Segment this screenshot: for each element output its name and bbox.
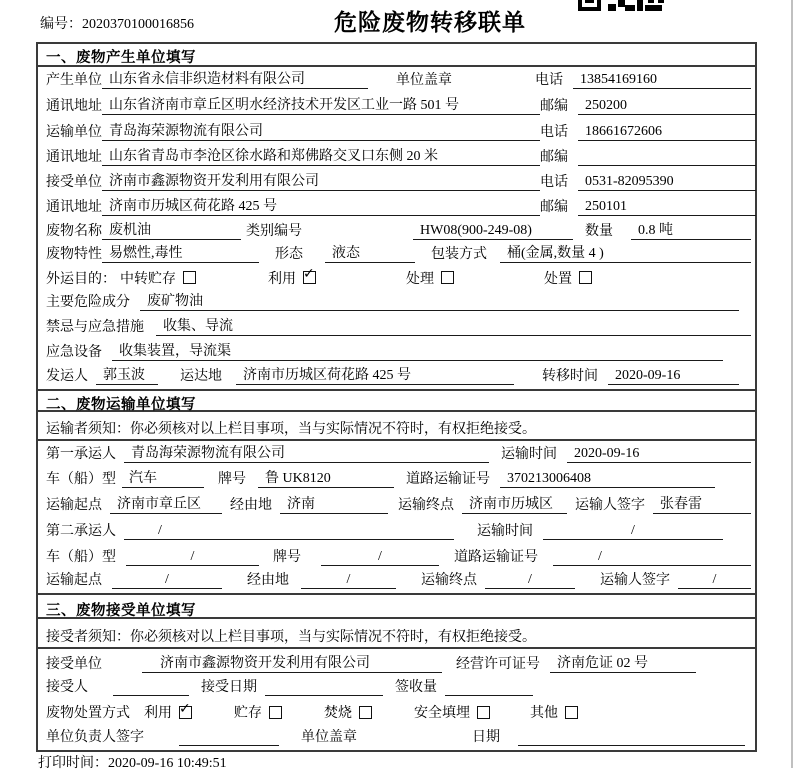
receiver-phone-label: 电话 (540, 175, 568, 190)
waste-form-label: 形态 (275, 247, 303, 262)
dispatcher-label: 发运人 (46, 369, 88, 384)
checkbox-icon (579, 271, 592, 284)
checkbox-label: 其他 (530, 706, 558, 721)
vehicle-type-label: 车（船）型 (46, 472, 116, 487)
route2-via-label: 经由地 (247, 573, 289, 588)
checkbox-label: 贮存 (234, 706, 262, 721)
purpose-option-utilize (268, 268, 316, 288)
producer-address-field: 山东省济南市章丘区明水经济技术开发区工业一路 501 号 (102, 94, 540, 115)
row-hazard-components (38, 290, 755, 315)
waste-qty-field: 0.8 吨 (631, 219, 751, 240)
row-receiver-address (38, 195, 755, 220)
row-transfer-purpose (38, 267, 755, 290)
producer-company-field: 山东省永信非织造材料有限公司 (102, 68, 368, 89)
row-dispatch (38, 365, 755, 389)
document-title: 危险废物转移联单 (334, 10, 526, 35)
checkbox-icon (183, 271, 196, 284)
section3-header: 三、废物接受单位填写 (38, 593, 755, 619)
row-route-1 (38, 492, 755, 518)
disposal-option-landfill (414, 702, 490, 722)
unit-stamp-label: 单位盖章 (396, 73, 452, 88)
waste-props-field: 易燃性,毒性 (102, 242, 259, 263)
route2-via-field: / (301, 572, 396, 589)
section2-notice: 运输者须知：你必须核对以上栏目事项，当与实际情况不符时，有权拒绝接受。 (38, 412, 755, 441)
received-qty-field (445, 680, 533, 696)
purpose-option-transfer-storage (120, 268, 196, 288)
transfer-time-label: 转移时间 (542, 369, 598, 384)
waste-form-field: 液态 (325, 242, 415, 263)
checkbox-icon (303, 271, 316, 284)
vehicle-type2-field: / (126, 549, 259, 566)
acceptor-field (113, 680, 189, 696)
transporter-phone-field: 18661672606 (578, 124, 756, 141)
date-field (518, 730, 745, 746)
section2-header: 二、废物运输单位填写 (38, 389, 755, 412)
packing-field: 桶(金属,数量 4 ) (500, 242, 751, 263)
carrier2-sign-label: 运输人签字 (600, 573, 670, 588)
receiver-phone-field: 0531-82095390 (578, 174, 756, 191)
second-carrier-field: / (124, 523, 454, 540)
serial-value: 2020370100016856 (82, 17, 194, 32)
vehicle-type2-label: 车（船）型 (46, 550, 116, 565)
disposal-option-other (530, 702, 578, 722)
route2-end-field: / (485, 572, 575, 589)
route-origin-field: 济南市章丘区 (110, 493, 222, 514)
serial-label: 编号： (40, 17, 82, 32)
section3-notice: 接受者须知：你必须核对以上栏目事项，当与实际情况不符时，有权拒绝接受。 (38, 619, 755, 649)
road-permit2-label: 道路运输证号 (454, 550, 538, 565)
print-time-value: 2020-09-16 10:49:51 (108, 756, 227, 771)
disposal-option-utilize (144, 702, 192, 722)
checkbox-icon (565, 706, 578, 719)
hazard-label: 主要危险成分 (46, 295, 130, 310)
checkbox-label: 处置 (544, 271, 572, 287)
checkbox-icon (441, 271, 454, 284)
waste-qty-label: 数量 (585, 224, 613, 239)
row-producer-address (38, 93, 755, 119)
waste-props-label: 废物特性 (46, 247, 102, 262)
row-transporter (38, 119, 755, 145)
route-end-field: 济南市历城区 (462, 493, 567, 514)
transport-time2-field: / (543, 523, 723, 540)
row-acceptor (38, 677, 755, 700)
road-permit2-field: / (553, 549, 751, 566)
row-emergency-equipment (38, 340, 755, 365)
transport-time-label: 运输时间 (501, 447, 557, 462)
row-producer (38, 67, 755, 93)
route2-origin-field: / (112, 572, 222, 589)
checkbox-icon (477, 706, 490, 719)
transporter-address-field: 山东省青岛市李沧区徐水路和郑佛路交叉口东侧 20 米 (102, 145, 540, 166)
print-time-label: 打印时间： (38, 756, 108, 771)
row-receiver (38, 170, 755, 195)
route-via-label: 经由地 (230, 498, 272, 513)
received-qty-label: 签收量 (395, 680, 437, 695)
checkbox-label: 处理 (406, 271, 434, 287)
page-right-edge (791, 0, 793, 768)
accept-date-label: 接受日期 (201, 680, 257, 695)
route2-end-label: 运输终点 (421, 573, 477, 588)
road-permit-label: 道路运输证号 (406, 472, 490, 487)
waste-name-label: 废物名称 (46, 224, 102, 239)
producer-phone-label: 电话 (535, 73, 563, 88)
receiver-label: 接受单位 (46, 175, 102, 190)
print-time-line (38, 752, 227, 772)
packing-label: 包装方式 (431, 247, 487, 262)
waste-name-field: 废机油 (102, 219, 241, 240)
transporter-zip-label: 邮编 (540, 150, 568, 165)
transporter-address-label: 通讯地址 (46, 150, 102, 165)
carrier-sign-label: 运输人签字 (575, 498, 645, 513)
checkbox-icon (269, 706, 282, 719)
license-field: 济南危证 02 号 (550, 652, 696, 673)
row-route-2 (38, 570, 755, 593)
emergency-field: 收集、导流 (156, 315, 751, 336)
destination-field: 济南市历城区荷花路 425 号 (236, 364, 514, 385)
row-vehicle-1 (38, 467, 755, 492)
checkbox-label: 中转贮存 (120, 271, 176, 287)
section1-header: 一、废物产生单位填写 (38, 44, 755, 67)
disposal-label: 废物处置方式 (46, 706, 130, 721)
transport-time2-label: 运输时间 (477, 524, 533, 539)
plate-label: 牌号 (218, 472, 246, 487)
checkbox-icon (179, 706, 192, 719)
checkbox-label: 焚烧 (324, 706, 352, 721)
acceptor-label: 接受人 (46, 680, 88, 695)
receiver-zip-label: 邮编 (540, 200, 568, 215)
row-vehicle-2 (38, 544, 755, 570)
carrier-sign-field: 张春雷 (653, 493, 751, 514)
plate-field: 鲁 UK8120 (258, 467, 394, 488)
checkbox-label: 利用 (268, 271, 296, 287)
emergency-label: 禁忌与应急措施 (46, 320, 144, 335)
plate2-label: 牌号 (273, 550, 301, 565)
license-label: 经营许可证号 (456, 657, 540, 672)
route-origin-label: 运输起点 (46, 498, 102, 513)
receiver-company-field: 济南市鑫源物资开发利用有限公司 (102, 170, 540, 191)
transfer-time-field: 2020-09-16 (608, 368, 739, 385)
row-waste-props (38, 244, 755, 267)
manifest-form (36, 42, 757, 752)
carrier2-sign-field: / (678, 572, 751, 589)
producer-label: 产生单位 (46, 73, 102, 88)
row-accept-unit (38, 649, 755, 677)
accept-date-field (265, 680, 383, 696)
unit-stamp2-label: 单位盖章 (301, 730, 357, 745)
producer-address-label: 通讯地址 (46, 99, 102, 114)
destination-label: 运达地 (180, 369, 222, 384)
receiver-address-field: 济南市历城区荷花路 425 号 (102, 195, 540, 216)
transporter-label: 运输单位 (46, 125, 102, 140)
route-via-field: 济南 (280, 493, 388, 514)
row-waste-name (38, 220, 755, 244)
route2-origin-label: 运输起点 (46, 573, 102, 588)
transporter-company-field: 青岛海荣源物流有限公司 (102, 120, 540, 141)
second-carrier-label: 第二承运人 (46, 524, 116, 539)
row-transporter-address (38, 145, 755, 170)
checkbox-icon (359, 706, 372, 719)
route-end-label: 运输终点 (398, 498, 454, 513)
transporter-zip-field (578, 150, 756, 166)
waste-category-label: 类别编号 (246, 224, 302, 239)
purpose-label: 外运目的： (46, 271, 116, 287)
producer-zip-field: 250200 (578, 98, 756, 115)
purpose-option-treat (406, 268, 454, 288)
road-permit-field: 370213006408 (500, 471, 715, 488)
row-emergency-measures (38, 315, 755, 340)
equipment-label: 应急设备 (46, 345, 102, 360)
equipment-field: 收集装置，导流渠 (112, 340, 723, 361)
transporter-phone-label: 电话 (540, 125, 568, 140)
dispatcher-field: 郭玉波 (96, 364, 158, 385)
checkbox-label: 利用 (144, 706, 172, 721)
transport-time-field: 2020-09-16 (567, 446, 751, 463)
receiver-zip-field: 250101 (578, 199, 756, 216)
producer-phone-field: 13854169160 (573, 72, 751, 89)
responsible-sign-label: 单位负责人签字 (46, 730, 144, 745)
row-disposal-method (38, 700, 755, 726)
date-label: 日期 (472, 730, 500, 745)
receiver-address-label: 通讯地址 (46, 200, 102, 215)
row-first-carrier (38, 441, 755, 467)
first-carrier-field: 青岛海荣源物流有限公司 (124, 442, 489, 463)
checkbox-label: 安全填埋 (414, 706, 470, 721)
accept-unit-label: 接受单位 (46, 657, 102, 672)
first-carrier-label: 第一承运人 (46, 447, 116, 462)
disposal-option-storage (234, 702, 282, 722)
accept-unit-field: 济南市鑫源物资开发利用有限公司 (142, 652, 442, 673)
purpose-option-dispose (544, 268, 592, 288)
responsible-sign-field (179, 730, 279, 746)
plate2-field: / (321, 549, 439, 566)
disposal-option-incinerate (324, 702, 372, 722)
row-second-carrier (38, 518, 755, 544)
producer-zip-label: 邮编 (540, 99, 568, 114)
waste-category-field: HW08(900-249-08) (413, 223, 573, 240)
hazard-field: 废矿物油 (140, 290, 739, 311)
row-signoff (38, 726, 755, 750)
vehicle-type-field: 汽车 (122, 467, 204, 488)
